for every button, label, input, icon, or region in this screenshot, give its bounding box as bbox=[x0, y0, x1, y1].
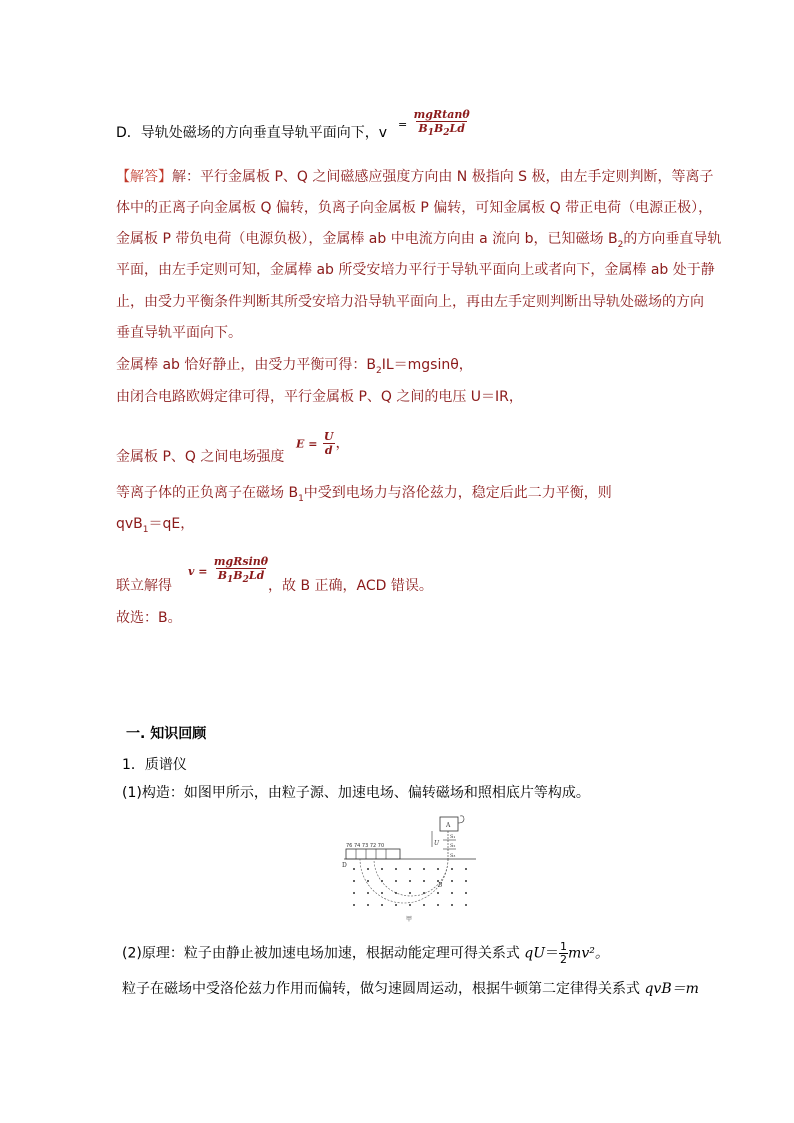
solution-text-1: 解：平行金属板 P、Q 之间磁感应强度方向由 N 极指向 S 极，由左手定则判断，等离子 bbox=[172, 169, 714, 185]
review-p2 bbox=[122, 941, 609, 966]
option-d-fraction bbox=[412, 108, 472, 140]
solution-text-10b: 中受到电场力与洛伦兹力，稳定后此二力平衡，则 bbox=[303, 485, 612, 501]
den-b1: B bbox=[418, 122, 428, 135]
solution-line5: 止，由受力平衡条件判断其所受安培力沿导轨平面向上，再由左手定则判断出导轨处磁场的方向 bbox=[116, 294, 704, 310]
formula-e-num: U bbox=[323, 430, 334, 443]
den-ld: Ld bbox=[449, 122, 465, 135]
option-d-formula bbox=[398, 108, 472, 140]
review-heading: 一. 知识回顾 bbox=[126, 726, 207, 742]
solution-text-11b: ＝qE， bbox=[148, 516, 195, 532]
option-d-eq: = bbox=[398, 118, 408, 132]
review-p2-text: (2)原理：粒子由静止被加速电场加速，根据动能定理可得关系式 bbox=[122, 945, 525, 962]
formula-v bbox=[188, 555, 270, 587]
den-sub2: 2 bbox=[443, 128, 450, 139]
formula-v-fraction bbox=[212, 555, 270, 587]
mass-spectrometer-diagram bbox=[340, 813, 480, 925]
den-sub1: 1 bbox=[427, 128, 434, 139]
solution-text-7b: IL＝mgsinθ， bbox=[381, 357, 473, 373]
solution-line12b: ，故 B 正确，ACD 错误。 bbox=[268, 578, 433, 594]
solution-text-7a: 金属棒 ab 恰好静止，由受力平衡可得：B bbox=[116, 357, 376, 373]
review-p2-den: 2 bbox=[560, 953, 568, 966]
solution-line10 bbox=[116, 483, 612, 509]
review-p2-eq-sign: ＝ bbox=[545, 945, 560, 962]
formula-v-lhs: v = bbox=[188, 565, 208, 579]
formula-v-num: mgRsinθ bbox=[213, 555, 269, 568]
solution-text-12: 联立解得 bbox=[116, 578, 172, 594]
formula-e-fraction bbox=[322, 430, 336, 457]
solution-line9 bbox=[116, 447, 284, 467]
solution-tag: 【解答】 bbox=[116, 169, 172, 185]
solution-line12 bbox=[116, 576, 172, 596]
solution-text-11a: qvB bbox=[116, 516, 143, 532]
review-item1: 1．质谱仪 bbox=[122, 757, 187, 773]
review-p3-text: 粒子在磁场中受洛伦兹力作用而偏转，做匀速圆周运动，根据牛顿第二定律得关系式 bbox=[122, 981, 645, 997]
fig-label-d: D bbox=[342, 862, 347, 869]
formula-e-tail: ， bbox=[335, 435, 350, 452]
v-den-b1: B bbox=[217, 569, 228, 582]
solution-line13: 故选：B。 bbox=[116, 610, 182, 626]
fig-label-s1: S₁ bbox=[450, 834, 456, 840]
solution-line3 bbox=[116, 229, 721, 255]
solution-sub-7: 2 bbox=[375, 365, 382, 376]
solution-line4: 平面，由左手定则可知，金属棒 ab 所受安培力平行于导轨平面向上或者向下，金属棒 ab 处于静 bbox=[116, 262, 715, 278]
den-b2: B bbox=[433, 122, 444, 135]
review-p2-eq-lhs: qU bbox=[524, 945, 546, 962]
review-p2-tail: mv²。 bbox=[568, 945, 609, 962]
fig-scale-label: 76 74 73 72 70 bbox=[346, 843, 385, 849]
fig-caption: 甲 bbox=[406, 916, 413, 923]
review-p3-eq: qvB＝m bbox=[644, 981, 699, 997]
solution-text-3a: 金属板 P 带负电荷（电源负极），金属棒 ab 中电流方向由 a 流向 b，已知磁场 B bbox=[116, 231, 618, 247]
option-d bbox=[116, 123, 387, 143]
v-den-sub1: 1 bbox=[227, 575, 234, 586]
v-den-sub2: 2 bbox=[242, 575, 249, 586]
option-d-text: D．导轨处磁场的方向垂直导轨平面向下，v bbox=[116, 125, 388, 141]
solution-line1 bbox=[116, 167, 714, 187]
option-d-numerator: mgRtanθ bbox=[413, 108, 470, 121]
solution-line2: 体中的正离子向金属板 Q 偏转，负离子向金属板 P 偏转，可知金属板 Q 带正电荷（电源正极）， bbox=[116, 200, 713, 216]
fig-label-b: B bbox=[438, 882, 443, 889]
review-p2-num: 1 bbox=[560, 940, 568, 953]
solution-line7 bbox=[116, 355, 473, 381]
v-den-b2: B bbox=[233, 569, 243, 582]
solution-line11 bbox=[116, 514, 194, 540]
formula-e-lhs: E = bbox=[296, 437, 318, 451]
formula-e-den: d bbox=[324, 444, 333, 457]
solution-sub-10: 1 bbox=[298, 493, 304, 504]
solution-sub-11: 1 bbox=[142, 524, 149, 535]
solution-text-3b: 的方向垂直导轨 bbox=[623, 231, 722, 247]
mass-spectrometer-figure bbox=[340, 813, 480, 925]
fig-label-s3: S₃ bbox=[450, 853, 456, 859]
solution-line6: 垂直导轨平面向下。 bbox=[116, 325, 242, 341]
solution-sub-3: 2 bbox=[617, 239, 624, 250]
review-p1: (1)构造：如图甲所示，由粒子源、加速电场、偏转磁场和照相底片等构成。 bbox=[122, 785, 590, 801]
fig-label-a: A bbox=[446, 822, 451, 829]
v-den-ld: Ld bbox=[248, 569, 265, 582]
formula-v-den bbox=[216, 568, 267, 587]
formula-e bbox=[296, 430, 349, 457]
fig-label-s2: S₂ bbox=[450, 843, 456, 849]
solution-line8: 由闭合电路欧姆定律可得，平行金属板 P、Q 之间的电压 U＝IR， bbox=[116, 389, 523, 405]
review-p2-fraction bbox=[559, 941, 568, 966]
option-d-denominator bbox=[416, 121, 467, 140]
review-p3 bbox=[122, 979, 699, 999]
fig-label-u: U bbox=[434, 840, 440, 847]
solution-text-9: 金属板 P、Q 之间电场强度 bbox=[116, 449, 285, 465]
solution-text-10a: 等离子体的正负离子在磁场 B bbox=[116, 485, 299, 501]
